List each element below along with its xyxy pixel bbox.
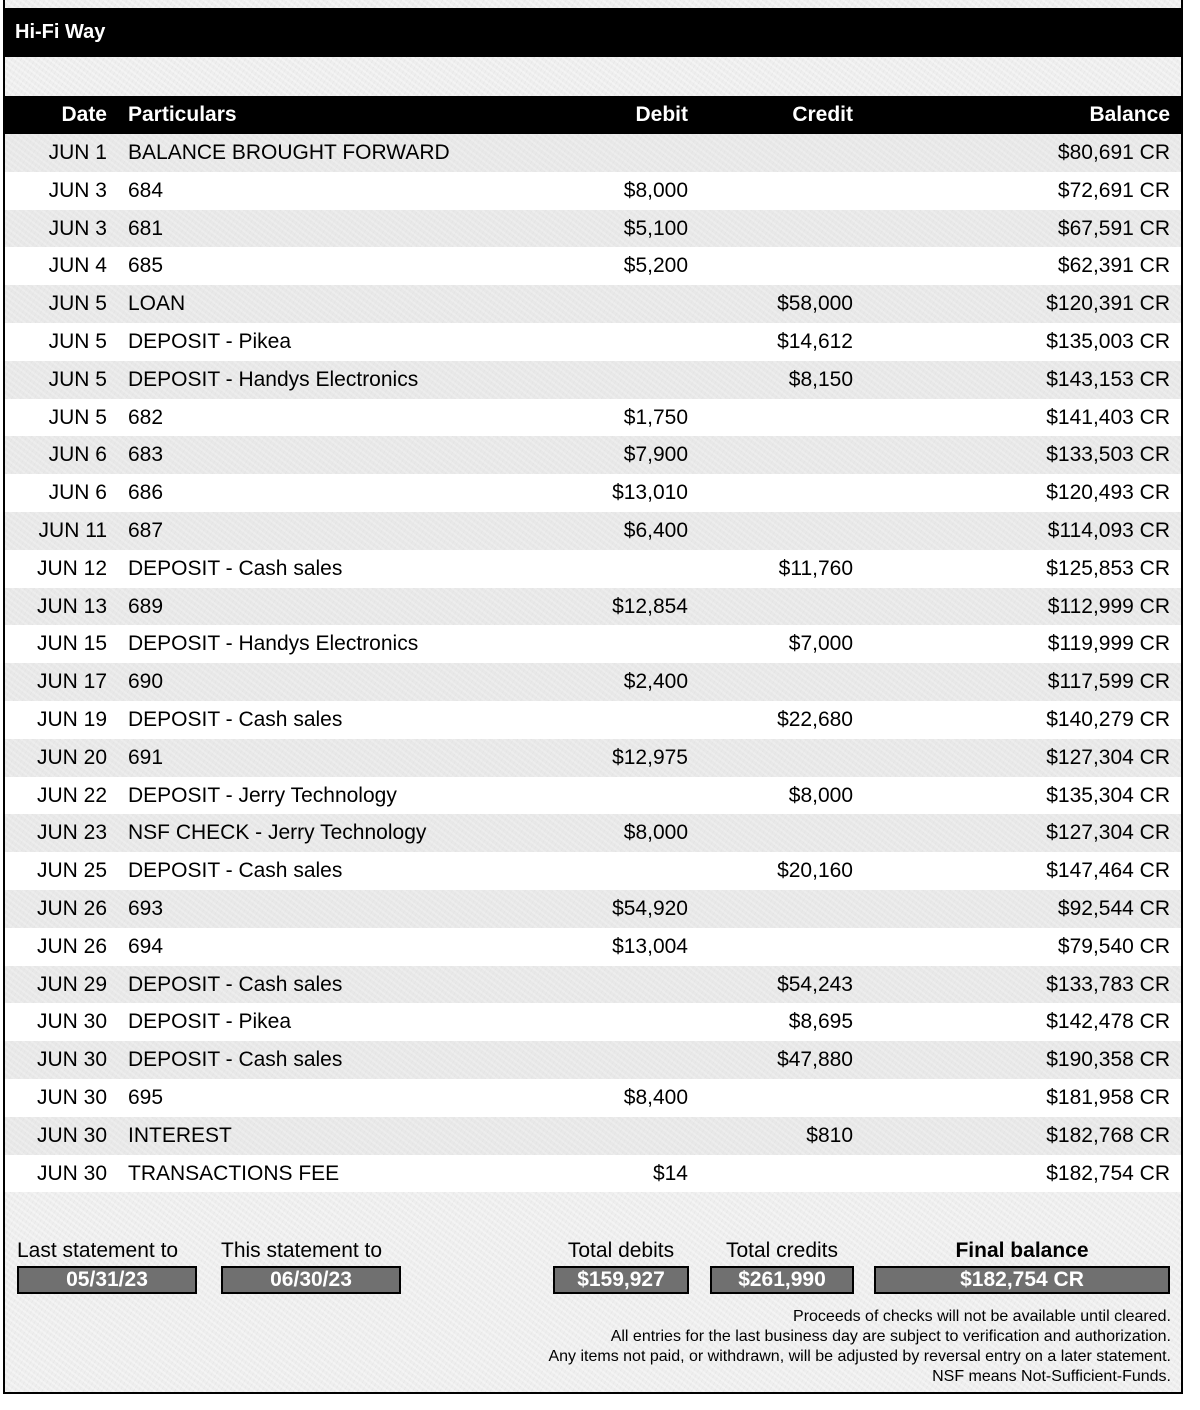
row-date: JUN 15 [36, 632, 107, 656]
column-header-debit: Debit [635, 103, 688, 126]
row-date: JUN 5 [48, 292, 107, 316]
row-particulars: 693 [128, 896, 164, 920]
transaction-list [5, 134, 1181, 1192]
table-row [5, 663, 1181, 701]
row-balance: $127,304 CR [1046, 821, 1170, 845]
row-balance: $135,304 CR [1046, 783, 1170, 807]
row-debit: $12,854 [612, 594, 688, 618]
row-particulars: DEPOSIT - Cash sales [128, 556, 343, 580]
row-debit: $13,010 [612, 481, 688, 505]
table-row [5, 172, 1181, 210]
row-balance: $190,358 CR [1046, 1048, 1170, 1072]
row-balance: $92,544 CR [1057, 896, 1170, 920]
row-date: JUN 29 [36, 972, 107, 996]
row-date: JUN 26 [36, 896, 107, 920]
table-row [5, 550, 1181, 588]
row-particulars: 695 [128, 1085, 164, 1109]
note-line: Any items not paid, or withdrawn, will be adjusted by reversal entry on a later statement. [548, 1348, 1171, 1365]
table-row [5, 1041, 1181, 1079]
row-debit: $2,400 [623, 670, 688, 694]
row-balance: $182,768 CR [1046, 1123, 1170, 1147]
final-balance-value: $182,754 CR [874, 1266, 1170, 1294]
row-balance: $117,599 CR [1047, 670, 1170, 694]
table-row [5, 928, 1181, 966]
final-balance-label: Final balance [955, 1239, 1089, 1262]
row-particulars: DEPOSIT - Pikea [128, 329, 291, 353]
column-header-particulars: Particulars [128, 103, 237, 126]
table-row [5, 361, 1181, 399]
note-line: NSF means Not-Sufficient-Funds. [932, 1368, 1171, 1385]
row-date: JUN 30 [36, 1123, 107, 1147]
row-particulars: DEPOSIT - Pikea [128, 1010, 291, 1034]
row-balance: $135,003 CR [1046, 329, 1170, 353]
row-balance: $143,153 CR [1046, 367, 1170, 391]
row-date: JUN 30 [36, 1085, 107, 1109]
row-balance: $62,391 CR [1057, 254, 1170, 278]
row-debit: $1,750 [623, 405, 688, 429]
row-date: JUN 26 [36, 934, 107, 958]
row-particulars: 689 [128, 594, 164, 618]
row-balance: $119,999 CR [1047, 632, 1170, 656]
row-credit: $810 [806, 1123, 853, 1147]
this-statement-date: 06/30/23 [221, 1266, 401, 1294]
row-debit: $8,000 [623, 178, 688, 202]
row-credit: $7,000 [788, 632, 853, 656]
row-date: JUN 12 [36, 556, 107, 580]
row-particulars: 682 [128, 405, 164, 429]
row-credit: $8,695 [788, 1010, 853, 1034]
row-date: JUN 30 [36, 1048, 107, 1072]
row-particulars: DEPOSIT - Handys Electronics [128, 367, 419, 391]
row-date: JUN 23 [36, 821, 107, 845]
row-date: JUN 3 [48, 216, 107, 240]
table-row [5, 890, 1181, 928]
total-credits-label: Total credits [725, 1239, 839, 1262]
row-particulars: 684 [128, 178, 164, 202]
table-row [5, 1117, 1181, 1155]
row-particulars: BALANCE BROUGHT FORWARD [128, 141, 450, 164]
column-header-date: Date [61, 103, 107, 126]
table-row [5, 966, 1181, 1004]
row-particulars: NSF CHECK - Jerry Technology [128, 821, 427, 845]
row-particulars: 690 [128, 670, 164, 694]
row-balance: $72,691 CR [1057, 178, 1170, 202]
row-debit: $7,900 [623, 443, 688, 467]
row-particulars: 683 [128, 443, 164, 467]
row-date: JUN 4 [48, 254, 107, 278]
total-debits-label: Total debits [567, 1239, 675, 1262]
row-particulars: 681 [128, 216, 164, 240]
row-balance: $147,464 CR [1046, 859, 1170, 883]
row-balance: $125,853 CR [1046, 556, 1170, 580]
row-particulars: 685 [128, 254, 164, 278]
row-date: JUN 3 [48, 178, 107, 202]
table-row [5, 1155, 1181, 1193]
row-credit: $58,000 [777, 292, 853, 316]
row-date: JUN 6 [48, 481, 107, 505]
row-debit: $12,975 [612, 745, 688, 769]
table-row [5, 1079, 1181, 1117]
row-debit: $8,000 [623, 821, 688, 845]
row-date: JUN 19 [36, 707, 107, 731]
row-credit: $8,000 [788, 783, 853, 807]
row-balance: $181,958 CR [1046, 1085, 1170, 1109]
row-balance: $120,493 CR [1046, 481, 1170, 505]
statement-notes [548, 1307, 1171, 1387]
row-particulars: 691 [128, 745, 164, 769]
this-statement-label: This statement to [221, 1239, 383, 1262]
row-particulars: DEPOSIT - Cash sales [128, 972, 343, 996]
table-row [5, 814, 1181, 852]
row-date: JUN 1 [48, 141, 107, 164]
row-credit: $14,612 [777, 329, 853, 353]
table-row [5, 285, 1181, 323]
table-row [5, 777, 1181, 815]
table-header [5, 96, 1181, 134]
row-credit: $22,680 [777, 707, 853, 731]
row-credit: $20,160 [777, 859, 853, 883]
table-row [5, 436, 1181, 474]
row-balance: $67,591 CR [1057, 216, 1170, 240]
row-date: JUN 17 [36, 670, 107, 694]
row-balance: $142,478 CR [1046, 1010, 1170, 1034]
row-debit: $8,400 [623, 1085, 688, 1109]
row-balance: $182,754 CR [1046, 1161, 1170, 1185]
row-debit: $6,400 [623, 518, 688, 542]
column-header-credit: Credit [792, 103, 853, 126]
total-credits-value: $261,990 [710, 1266, 854, 1294]
table-row [5, 210, 1181, 248]
row-balance: $80,691 CR [1057, 141, 1170, 164]
table-row [5, 701, 1181, 739]
table-row [5, 625, 1181, 663]
row-balance: $127,304 CR [1046, 745, 1170, 769]
row-date: JUN 25 [36, 859, 107, 883]
table-row [5, 474, 1181, 512]
row-debit: $5,200 [623, 254, 688, 278]
row-date: JUN 30 [36, 1161, 107, 1185]
last-statement-label: Last statement to [17, 1239, 179, 1262]
row-particulars: 694 [128, 934, 164, 958]
row-particulars: 686 [128, 481, 164, 505]
total-debits-value: $159,927 [553, 1266, 689, 1294]
row-particulars: TRANSACTIONS FEE [128, 1161, 340, 1185]
row-date: JUN 5 [48, 367, 107, 391]
row-balance: $141,403 CR [1046, 405, 1170, 429]
row-date: JUN 13 [36, 594, 107, 618]
row-credit: $11,760 [778, 556, 853, 580]
row-debit: $14 [652, 1161, 688, 1185]
row-credit: $47,880 [777, 1048, 853, 1072]
note-line: Proceeds of checks will not be available until cleared. [793, 1308, 1171, 1325]
table-row [5, 852, 1181, 890]
row-date: JUN 22 [36, 783, 107, 807]
table-row [5, 512, 1181, 550]
table-row [5, 739, 1181, 777]
row-particulars: DEPOSIT - Handys Electronics [128, 632, 419, 656]
row-credit: $54,243 [777, 972, 853, 996]
bank-statement [3, 0, 1183, 1394]
statement-summary [5, 1236, 1181, 1298]
table-row [5, 1003, 1181, 1041]
table-row [5, 323, 1181, 361]
table-row [5, 399, 1181, 437]
row-balance: $140,279 CR [1046, 707, 1170, 731]
row-date: JUN 11 [38, 518, 107, 542]
account-title: Hi-Fi Way [5, 8, 1181, 57]
row-debit: $54,920 [612, 896, 688, 920]
row-particulars: DEPOSIT - Cash sales [128, 1048, 343, 1072]
note-line: All entries for the last business day are subject to verification and authorization. [610, 1328, 1171, 1345]
row-particulars: DEPOSIT - Cash sales [128, 707, 343, 731]
row-date: JUN 5 [48, 329, 107, 353]
row-date: JUN 30 [36, 1010, 107, 1034]
row-particulars: DEPOSIT - Jerry Technology [128, 783, 397, 807]
row-date: JUN 20 [36, 745, 107, 769]
row-credit: $8,150 [788, 367, 853, 391]
row-balance: $133,503 CR [1046, 443, 1170, 467]
table-row [5, 247, 1181, 285]
row-balance: $114,093 CR [1047, 518, 1170, 542]
column-header-balance: Balance [1089, 103, 1170, 126]
row-debit: $13,004 [612, 934, 688, 958]
row-particulars: LOAN [128, 292, 186, 316]
row-debit: $5,100 [623, 216, 688, 240]
top-band [5, 0, 1181, 8]
table-row [5, 588, 1181, 626]
row-date: JUN 5 [48, 405, 107, 429]
row-balance: $120,391 CR [1046, 292, 1170, 316]
row-particulars: 687 [128, 518, 164, 542]
table-row [5, 134, 1181, 172]
row-balance: $133,783 CR [1046, 972, 1170, 996]
last-statement-date: 05/31/23 [17, 1266, 197, 1294]
row-balance: $112,999 CR [1047, 594, 1170, 618]
row-particulars: INTEREST [128, 1123, 232, 1147]
row-balance: $79,540 CR [1057, 934, 1170, 958]
row-date: JUN 6 [48, 443, 107, 467]
row-particulars: DEPOSIT - Cash sales [128, 859, 343, 883]
